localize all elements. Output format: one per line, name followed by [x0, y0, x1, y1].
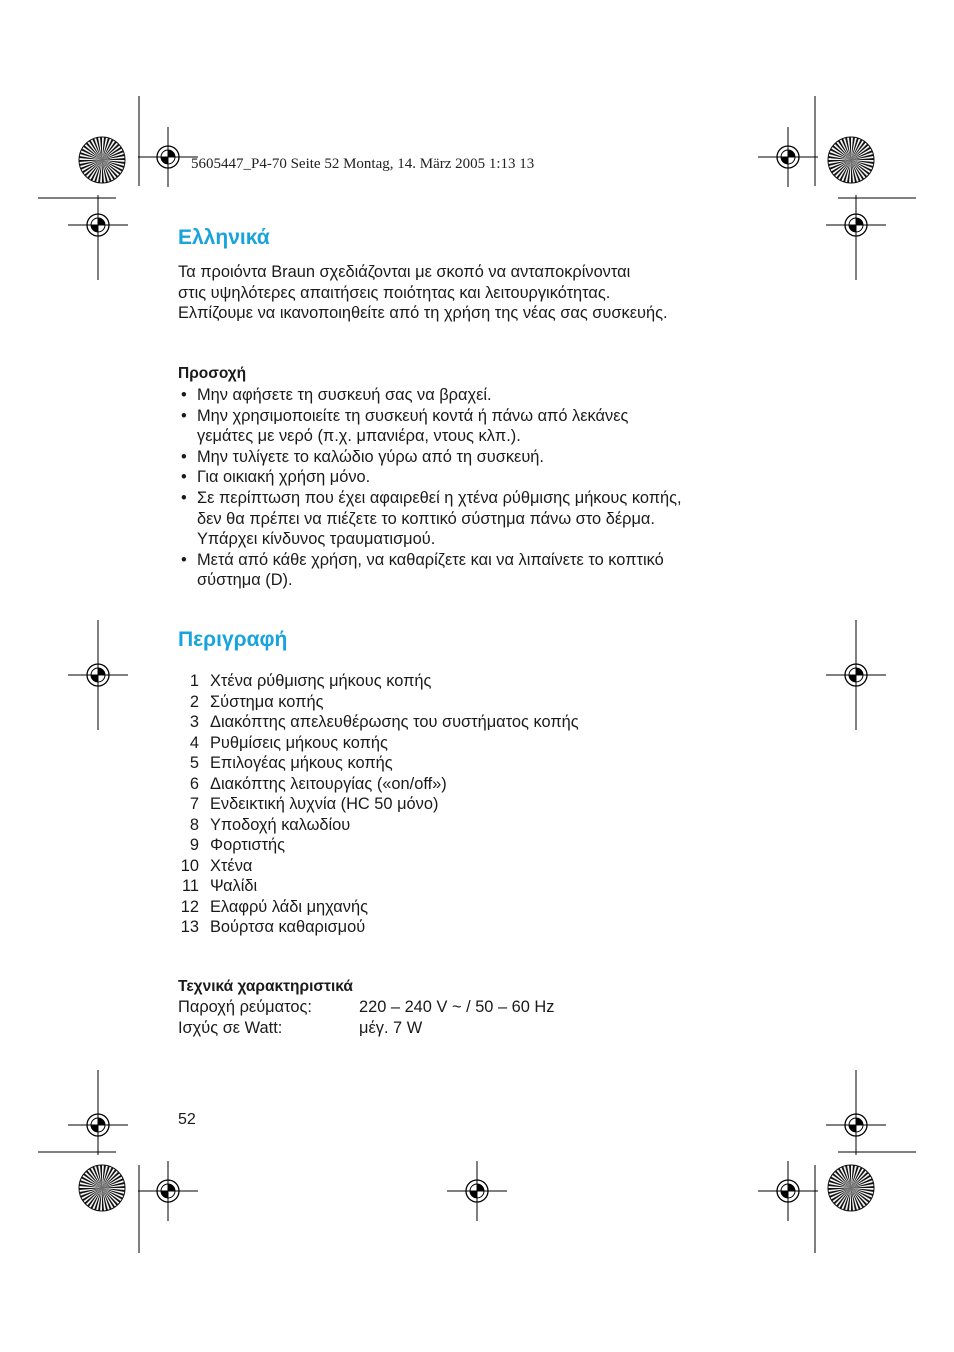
item-number: 5	[189, 754, 199, 772]
intro-line: Τα προιόντα Braun σχεδιάζονται με σκοπό να ανταποκρίνονται	[178, 263, 631, 281]
item-text: Ψαλίδι	[210, 877, 258, 895]
list-item	[178, 876, 579, 897]
item-text: Βούρτσα καθαρισμού	[210, 918, 366, 936]
bullet-symbol: •	[181, 447, 187, 466]
spec-value: μέγ. 7 W	[359, 1019, 423, 1037]
list-item	[178, 406, 798, 447]
list-item	[178, 856, 579, 877]
item-number: 3	[189, 713, 199, 731]
bullet-symbol: •	[181, 550, 187, 569]
intro-paragraph	[178, 262, 798, 324]
list-item-line: Υπάρχει κίνδυνος τραυματισμού.	[197, 530, 436, 549]
list-item-line: δεν θα πρέπει να πιέζετε το κοπτικό σύστημα πάνω στο δέρμα.	[197, 509, 655, 528]
bullet-symbol: •	[181, 468, 187, 487]
item-text: Χτένα	[210, 856, 253, 875]
bullet-symbol: •	[181, 386, 187, 404]
list-item	[178, 712, 579, 733]
star-target-icon	[828, 137, 874, 183]
print-header: 5605447_P4-70 Seite 52 Montag, 14. März 2005 1:13 13	[191, 156, 535, 172]
item-text: Διακόπτης λειτουργίας («on/off»)	[210, 774, 447, 793]
list-item	[178, 488, 798, 550]
parts-list	[178, 671, 579, 938]
item-text: Υποδοχή καλωδίου	[210, 815, 351, 834]
list-item	[178, 447, 798, 468]
list-item	[178, 467, 798, 488]
list-item-line: Μην αφήσετε τη συσκευή σας να βραχεί.	[197, 386, 492, 404]
spec-row	[178, 1018, 422, 1039]
item-text: Ελαφρύ λάδι μηχανής	[210, 897, 368, 916]
list-item	[178, 733, 579, 754]
intro-line: Ελπίζουμε να ικανοποιηθείτε από τη χρήση της νέας σας συσκευής.	[178, 304, 668, 323]
star-target-icon	[79, 1165, 125, 1211]
item-number: 4	[189, 733, 199, 752]
list-item	[178, 794, 579, 815]
item-text: Ενδεικτική λυχνία (HC 50 μόνο)	[210, 795, 439, 813]
item-number: 6	[189, 774, 199, 793]
item-number: 11	[181, 877, 199, 895]
list-item-line: Μην χρησιμοποιείτε τη συσκευή κοντά ή πάνω από λεκάνες	[197, 406, 629, 425]
caution-list	[178, 385, 798, 591]
item-number: 12	[180, 897, 199, 916]
item-number: 8	[189, 815, 199, 834]
list-item-line: Για οικιακή χρήση μόνο.	[197, 468, 371, 487]
caution-title: Προσοχή	[178, 365, 247, 382]
list-item	[178, 815, 579, 836]
list-item-line: γεμάτες με νερό (π.χ. μπανιέρα, ντους κλπ.).	[197, 427, 521, 446]
list-item-line: Μετά από κάθε χρήση, να καθαρίζετε και να λιπαίνετε το κοπτικό	[197, 550, 664, 569]
list-item	[178, 550, 798, 591]
list-item	[178, 385, 798, 406]
list-item-line: Μην τυλίγετε το καλώδιο γύρω από τη συσκευή.	[197, 447, 544, 466]
item-number: 1	[189, 672, 199, 690]
specs-title: Τεχνικά χαρακτηριστικά	[178, 978, 353, 995]
list-item	[178, 835, 579, 856]
item-text: Ρυθμίσεις μήκους κοπής	[210, 733, 388, 752]
item-number: 2	[189, 692, 199, 711]
bullet-symbol: •	[181, 488, 187, 507]
list-item	[178, 671, 579, 692]
item-text: Χτένα ρύθμισης μήκους κοπής	[210, 672, 432, 690]
list-item	[178, 897, 579, 918]
item-text: Διακόπτης απελευθέρωσης του συστήματος κοπής	[210, 713, 579, 731]
list-item-line: σύστημα (D).	[197, 571, 293, 590]
star-target-icon	[828, 1165, 874, 1211]
item-number: 13	[180, 918, 199, 936]
section-title-greek: Ελληνικά	[178, 226, 270, 249]
spec-value: 220 – 240 V ~ / 50 – 60 Hz	[359, 998, 555, 1016]
item-text: Σύστημα κοπής	[210, 692, 324, 711]
spec-row	[178, 997, 554, 1018]
bullet-symbol: •	[181, 406, 187, 425]
section-title-description: Περιγραφή	[178, 628, 288, 651]
list-item	[178, 917, 579, 938]
star-target-icon	[79, 137, 125, 183]
item-number: 10	[180, 856, 199, 875]
item-text: Επιλογέας μήκους κοπής	[210, 754, 393, 772]
list-item	[178, 753, 579, 774]
item-number: 7	[189, 795, 199, 813]
intro-line: στις υψηλότερες απαιτήσεις ποιότητας και λειτουργικότητας.	[178, 283, 611, 302]
item-number: 9	[189, 836, 199, 854]
list-item-line: Σε περίπτωση που έχει αφαιρεθεί η χτένα ρύθμισης μήκους κοπής,	[197, 488, 682, 507]
spec-label: Παροχή ρεύματος:	[178, 998, 312, 1016]
list-item	[178, 774, 579, 795]
item-text: Φορτιστής	[210, 836, 286, 854]
spec-label: Ισχύς σε Watt:	[178, 1019, 283, 1037]
list-item	[178, 692, 579, 713]
page-number: 52	[178, 1111, 196, 1128]
